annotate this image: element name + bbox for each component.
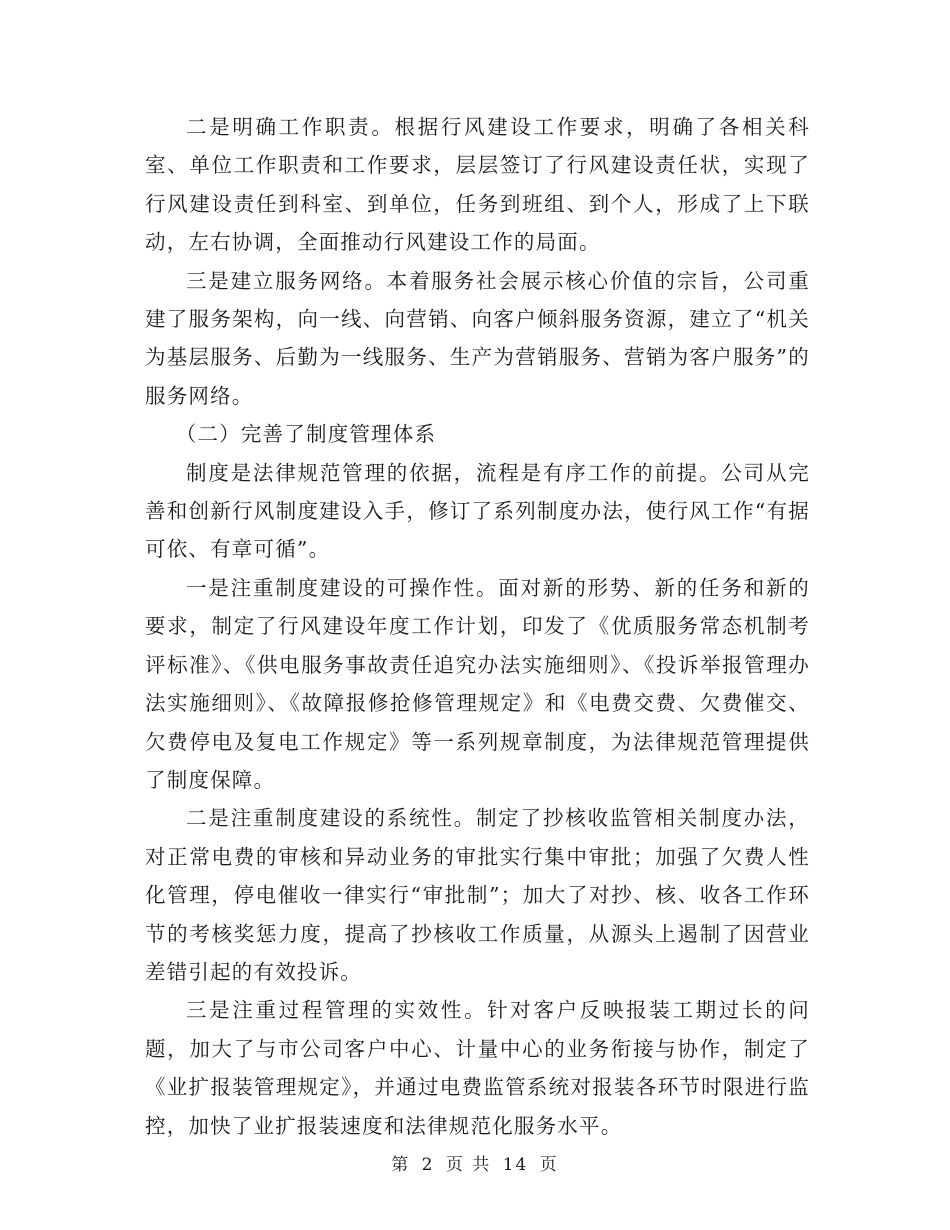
page-number: 2	[421, 1155, 435, 1175]
paragraph: 二是明确工作职责。根据行风建设工作要求，明确了各相关科室、单位工作职责和工作要求，层层签订了行风建设责任状，实现了行风建设责任到科室、到单位，任务到班组、到个人，形成了上下联动，左右协调，全面推动行风建设工作的局面。	[145, 115, 810, 255]
paragraph: 三是注重过程管理的实效性。针对客户反映报装工期过长的问题，加大了与市公司客户中心、计量中心的业务衔接与协作，制定了《业扩报装管理规定》，并通过电费监管系统对报装各环节时限进行监控，加快了业扩报装速度和法律规范化服务水平。	[145, 998, 810, 1138]
paragraph: 三是建立服务网络。本着服务社会展示核心价值的宗旨，公司重建了服务架构，向一线、向营销、向客户倾斜服务资源，建立了“机关为基层服务、后勤为一线服务、生产为营销服务、营销为客户服务”的服务网络。	[145, 268, 810, 408]
page-footer	[0, 1150, 950, 1175]
page-total: 14	[502, 1155, 529, 1175]
paragraph: 一是注重制度建设的可操作性。面对新的形势、新的任务和新的要求，制定了行风建设年度工作计划，印发了《优质服务常态机制考评标准》、《供电服务事故责任追究办法实施细则》、《投诉举报管理办法实施细则》、《故障报修抢修管理规定》和《电费交费、欠费催交、欠费停电及复电工作规定》等一系列规章制度，为法律规范管理提供了制度保障。	[145, 575, 810, 792]
footer-prefix: 第	[391, 1155, 411, 1175]
paragraph: 二是注重制度建设的系统性。制定了抄核收监管相关制度办法，对正常电费的审核和异动业务的审批实行集中审批；加强了欠费人性化管理，停电催收一律实行“审批制”；加大了对抄、核、收各工作环节的考核奖惩力度，提高了抄核收工作质量，从源头上遏制了因营业差错引起的有效投诉。	[145, 806, 810, 984]
footer-middle: 页 共	[445, 1155, 492, 1175]
section-heading: （二）完善了制度管理体系	[175, 422, 437, 447]
footer-suffix: 页	[539, 1155, 559, 1175]
paragraph: 制度是法律规范管理的依据，流程是有序工作的前提。公司从完善和创新行风制度建设入手，修订了系列制度办法，使行风工作“有据可依、有章可循”。	[145, 460, 810, 562]
document-body	[145, 108, 810, 1145]
